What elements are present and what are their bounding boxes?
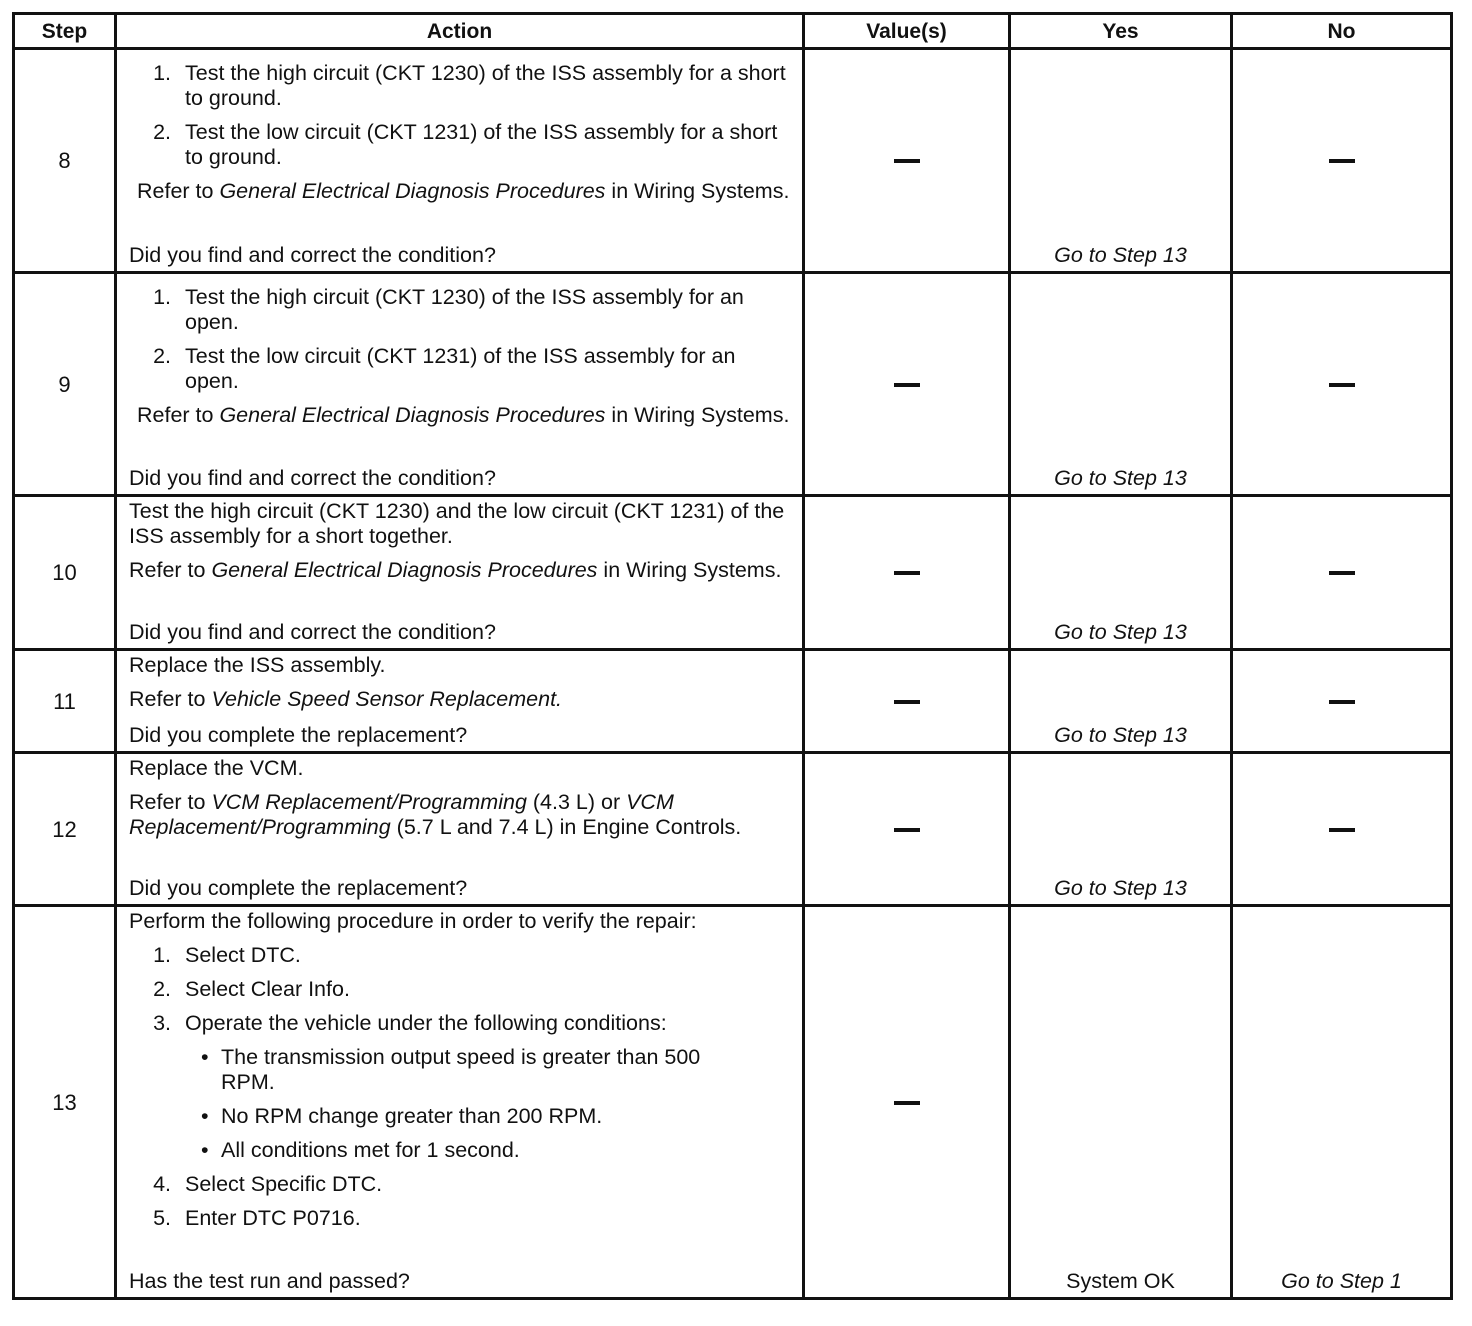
goto-step-link: Go to Step 13 — [1054, 876, 1187, 900]
question-text: Did you complete the replacement? — [129, 876, 468, 900]
list-item: 2. Test the low circuit (CKT 1231) of the ISS assembly for an open. — [153, 344, 736, 393]
values-cell — [804, 273, 1010, 496]
question-text: Did you find and correct the condition? — [129, 620, 496, 644]
refer-text: Refer to General Electrical Diagnosis Procedures in Wiring Systems. — [129, 558, 782, 582]
step-number: 13 — [14, 906, 116, 1299]
step-number: 8 — [14, 49, 116, 273]
values-cell — [804, 650, 1010, 753]
list-item: 4. Select Specific DTC. — [153, 1172, 383, 1196]
action-cell — [116, 906, 804, 1299]
action-text: Replace the VCM. — [129, 756, 304, 780]
bullet-icon: • — [201, 1045, 209, 1069]
yes-cell — [1010, 906, 1232, 1299]
list-item: 2. Select Clear Info. — [153, 977, 350, 1001]
header-step: Step — [14, 14, 116, 49]
goto-step-link: Go to Step 13 — [1054, 620, 1187, 644]
values-cell — [804, 906, 1010, 1299]
step-number: 9 — [14, 273, 116, 496]
no-cell — [1232, 753, 1452, 906]
step-number: 10 — [14, 496, 116, 650]
dash-mark — [894, 571, 920, 575]
dash-mark — [1329, 828, 1355, 832]
action-cell — [116, 496, 804, 650]
header-values: Value(s) — [804, 14, 1010, 49]
no-cell — [1232, 496, 1452, 650]
yes-cell — [1010, 496, 1232, 650]
action-text: Perform the following procedure in order to verify the repair: — [129, 909, 697, 933]
action-text: Replace the ISS assembly. — [129, 653, 386, 677]
action-cell — [116, 650, 804, 753]
table-row — [14, 753, 1452, 906]
yes-cell — [1010, 273, 1232, 496]
list-item: 5. Enter DTC P0716. — [153, 1206, 361, 1230]
bullet-item: • The transmission output speed is greater than 500 RPM. — [201, 1045, 701, 1094]
yes-cell — [1010, 49, 1232, 273]
no-cell — [1232, 906, 1452, 1299]
action-cell — [116, 49, 804, 273]
reference-link: General Electrical Diagnosis Procedures — [211, 558, 598, 582]
diagnostic-table-page — [12, 12, 1450, 1308]
step-number: 11 — [14, 650, 116, 753]
question-text: Has the test run and passed? — [129, 1269, 410, 1293]
refer-text: Refer to VCM Replacement/Programming (4.3 L) or VCM Replacement/Programming (5.7 L and 7.4 L) in Engine Controls. — [129, 790, 742, 839]
header-action: Action — [116, 14, 804, 49]
list-item: 2. Test the low circuit (CKT 1231) of the ISS assembly for a short to ground. — [153, 120, 778, 169]
dash-mark — [894, 828, 920, 832]
dash-mark — [894, 1101, 920, 1105]
system-ok-text: System OK — [1066, 1269, 1175, 1293]
yes-cell — [1010, 650, 1232, 753]
bullet-icon: • — [201, 1138, 209, 1162]
table-row — [14, 906, 1452, 1299]
reference-link: VCM Replacement/Programming — [129, 790, 674, 839]
header-no: No — [1232, 14, 1452, 49]
reference-link: General Electrical Diagnosis Procedures — [219, 179, 606, 203]
dash-mark — [894, 383, 920, 387]
no-cell — [1232, 273, 1452, 496]
reference-link: VCM Replacement/Programming — [211, 790, 527, 814]
no-cell — [1232, 49, 1452, 273]
refer-text: Refer to General Electrical Diagnosis Procedures in Wiring Systems. — [137, 403, 790, 427]
action-text: Test the high circuit (CKT 1230) and the low circuit (CKT 1231) of the ISS assembly for a short together. — [129, 499, 785, 548]
question-text: Did you complete the replacement? — [129, 723, 468, 747]
header-row — [14, 14, 1452, 49]
reference-link: General Electrical Diagnosis Procedures — [219, 403, 606, 427]
values-cell — [804, 49, 1010, 273]
dash-mark — [1329, 159, 1355, 163]
step-number: 12 — [14, 753, 116, 906]
question-text: Did you find and correct the condition? — [129, 243, 496, 267]
bullet-icon: • — [201, 1104, 209, 1128]
goto-step-link: Go to Step 1 — [1281, 1269, 1402, 1293]
dash-mark — [894, 700, 920, 704]
action-cell — [116, 273, 804, 496]
reference-link: Vehicle Speed Sensor Replacement. — [211, 687, 563, 711]
goto-step-link: Go to Step 13 — [1054, 466, 1187, 490]
question-text: Did you find and correct the condition? — [129, 466, 496, 490]
dash-mark — [1329, 700, 1355, 704]
diagnostic-table — [12, 12, 1453, 1300]
refer-text: Refer to General Electrical Diagnosis Procedures in Wiring Systems. — [137, 179, 790, 203]
dash-mark — [894, 159, 920, 163]
table-row — [14, 650, 1452, 753]
goto-step-link: Go to Step 13 — [1054, 723, 1187, 747]
list-item: 1. Test the high circuit (CKT 1230) of the ISS assembly for a short to ground. — [153, 61, 786, 110]
table-row — [14, 496, 1452, 650]
table-row — [14, 273, 1452, 496]
yes-cell — [1010, 753, 1232, 906]
list-item: 1. Select DTC. — [153, 943, 301, 967]
list-item: 3. Operate the vehicle under the following conditions: — [153, 1011, 667, 1035]
table-row — [14, 49, 1452, 273]
list-item: 1. Test the high circuit (CKT 1230) of the ISS assembly for an open. — [153, 285, 744, 334]
bullet-item: • All conditions met for 1 second. — [201, 1138, 520, 1162]
values-cell — [804, 496, 1010, 650]
goto-step-link: Go to Step 13 — [1054, 243, 1187, 267]
action-cell — [116, 753, 804, 906]
dash-mark — [1329, 383, 1355, 387]
bullet-item: • No RPM change greater than 200 RPM. — [201, 1104, 603, 1128]
dash-mark — [1329, 571, 1355, 575]
values-cell — [804, 753, 1010, 906]
refer-text: Refer to Vehicle Speed Sensor Replacement. — [129, 687, 563, 711]
no-cell — [1232, 650, 1452, 753]
header-yes: Yes — [1010, 14, 1232, 49]
